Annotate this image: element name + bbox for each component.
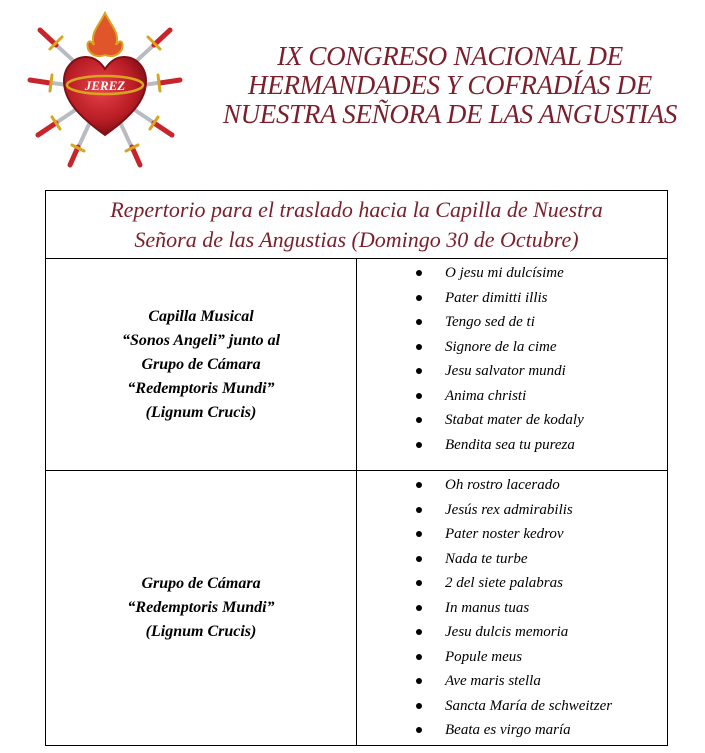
- table-row: [46, 259, 668, 471]
- list-item: Bendita sea tu pureza: [357, 433, 667, 458]
- list-item: Jesu salvator mundi: [357, 359, 667, 384]
- performer-line: “Redemptoris Mundi”: [127, 379, 275, 397]
- heart-icon: [64, 57, 146, 135]
- table-row: [46, 471, 668, 746]
- heading-line: Señora de las Angustias (Domingo 30 de Octubre): [134, 226, 579, 252]
- song-list: [357, 259, 667, 459]
- list-item: Ave maris stella: [357, 669, 667, 694]
- list-item: Signore de la cime: [357, 335, 667, 360]
- list-item: Beata es virgo maría: [357, 718, 667, 743]
- list-item: Jesu dulcis memoria: [357, 620, 667, 645]
- performer-cell: [46, 259, 357, 471]
- song-list: [357, 471, 667, 745]
- performer-line: Grupo de Cámara: [141, 355, 261, 373]
- performer-cell: [46, 471, 357, 746]
- list-item: 2 del siete palabras: [357, 571, 667, 596]
- congress-title: [205, 42, 695, 129]
- list-item: O jesu mi dulcísime: [357, 261, 667, 286]
- flame-icon: [87, 13, 122, 56]
- list-item: Popule meus: [357, 645, 667, 670]
- table-heading-row: [46, 191, 668, 259]
- performer-line: “Sonos Angeli” junto al: [121, 331, 281, 349]
- list-item: In manus tuas: [357, 596, 667, 621]
- list-item: Stabat mater de kodaly: [357, 408, 667, 433]
- list-item: Pater noster kedrov: [357, 522, 667, 547]
- list-item: Tengo sed de ti: [357, 310, 667, 335]
- list-item: Nada te turbe: [357, 547, 667, 572]
- title-line: NUESTRA SEÑORA DE LAS ANGUSTIAS: [222, 99, 678, 129]
- list-item: Pater dimitti illis: [357, 286, 667, 311]
- list-item: Anima christi: [357, 384, 667, 409]
- performer-line: Grupo de Cámara: [141, 574, 261, 592]
- list-item: Sancta María de schweitzer: [357, 694, 667, 719]
- list-item: Oh rostro lacerado: [357, 473, 667, 498]
- performer-line: “Redemptoris Mundi”: [127, 598, 275, 616]
- heading-line: Repertorio para el traslado hacia la Capilla de Nuestra: [110, 196, 603, 222]
- performer-line: (Lignum Crucis): [145, 622, 257, 640]
- repertoire-heading: [46, 191, 668, 259]
- songs-cell: [357, 259, 668, 471]
- performer-line: (Lignum Crucis): [145, 403, 257, 421]
- repertoire-table: [45, 190, 668, 746]
- jerez-heart-emblem-logo: [20, 5, 190, 173]
- songs-cell: [357, 471, 668, 746]
- performer-line: Capilla Musical: [148, 307, 254, 325]
- title-line: IX CONGRESO NACIONAL DE: [277, 41, 623, 71]
- title-line: HERMANDADES Y COFRADÍAS DE: [248, 70, 652, 100]
- logo-text: JEREZ: [84, 78, 126, 93]
- list-item: Jesús rex admirabilis: [357, 498, 667, 523]
